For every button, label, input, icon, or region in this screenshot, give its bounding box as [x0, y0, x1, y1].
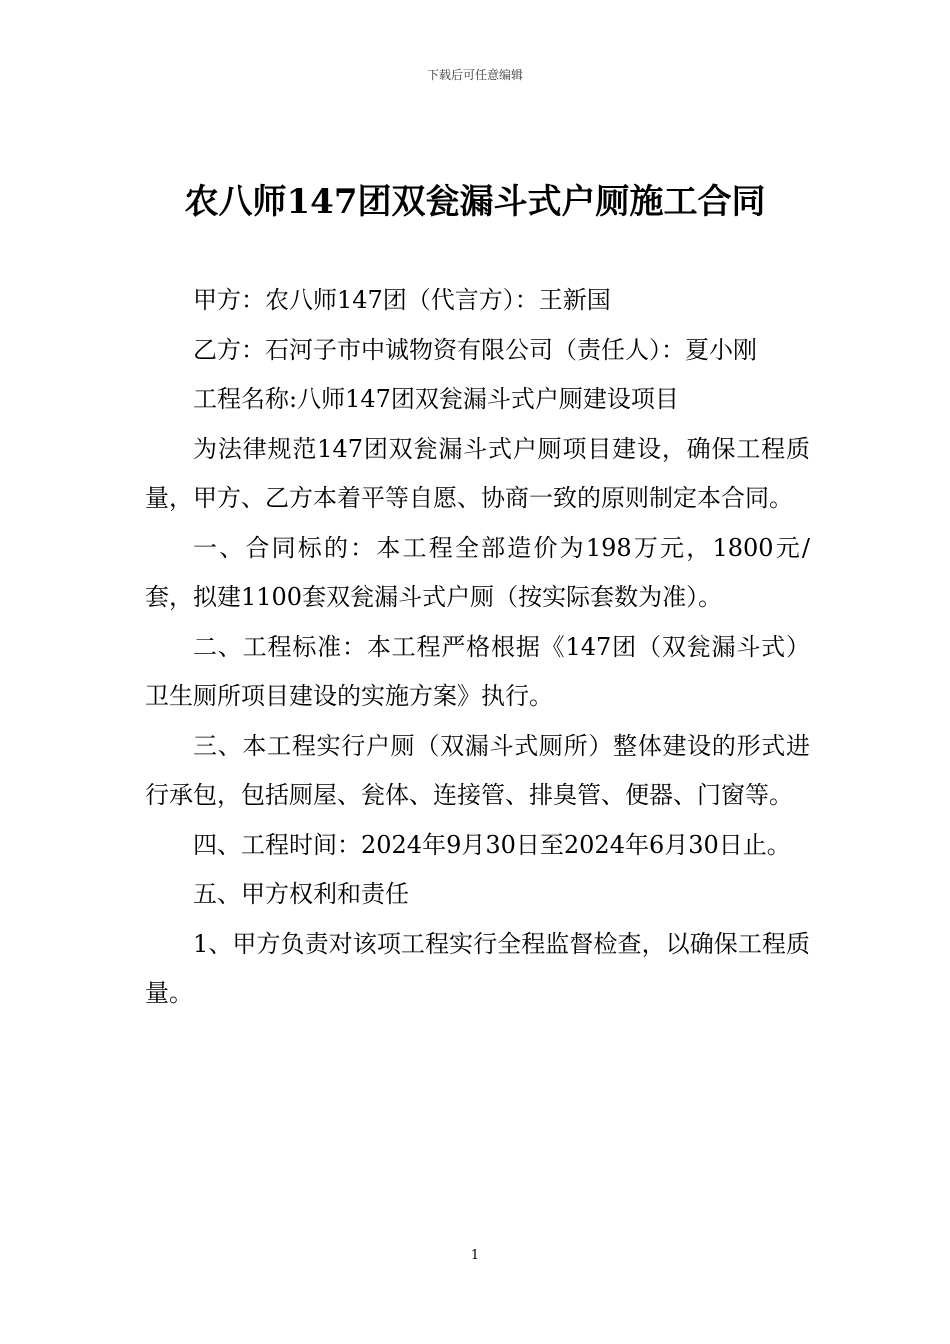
header-note: 下载后可任意编辑	[426, 68, 523, 82]
preamble-paragraph: 为法律规范147团双瓮漏斗式户厕项目建设，确保工程质量，甲方、乙方本着平等自愿、协商一致的原则制定本合同。	[145, 434, 810, 512]
project-name-line: 工程名称:八师147团双瓮漏斗式户厕建设项目	[193, 385, 679, 413]
clause-2-paragraph: 二、工程标准：本工程严格根据《147团（双瓮漏斗式）卫生厕所项目建设的实施方案》执行。	[145, 632, 810, 710]
party-a-line: 甲方：农八师147团（代言方）：王新国	[193, 286, 611, 314]
clause-1-paragraph: 一、合同标的：本工程全部造价为198万元，1800元/套，拟建1100套双瓮漏斗式户厕（按实际套数为准）。	[145, 533, 810, 611]
page-number: 1	[470, 1248, 480, 1263]
clause-5-item-1: 1、甲方负责对该项工程实行全程监督检查，以确保工程质量。	[145, 929, 810, 1007]
clause-3-paragraph: 三、本工程实行户厕（双漏斗式厕所）整体建设的形式进行承包，包括厕屋、瓮体、连接管、排臭管、便器、门窗等。	[145, 731, 810, 809]
contract-body	[145, 276, 810, 1019]
party-b-line: 乙方：石河子市中诚物资有限公司（责任人）：夏小刚	[193, 335, 757, 364]
clause-5-heading: 五、甲方权利和责任	[193, 880, 409, 908]
document-title: 农八师147团双瓮漏斗式户厕施工合同	[184, 182, 766, 222]
clause-4-paragraph: 四、工程时间：2024年9月30日至2024年6月30日止。	[193, 830, 791, 859]
